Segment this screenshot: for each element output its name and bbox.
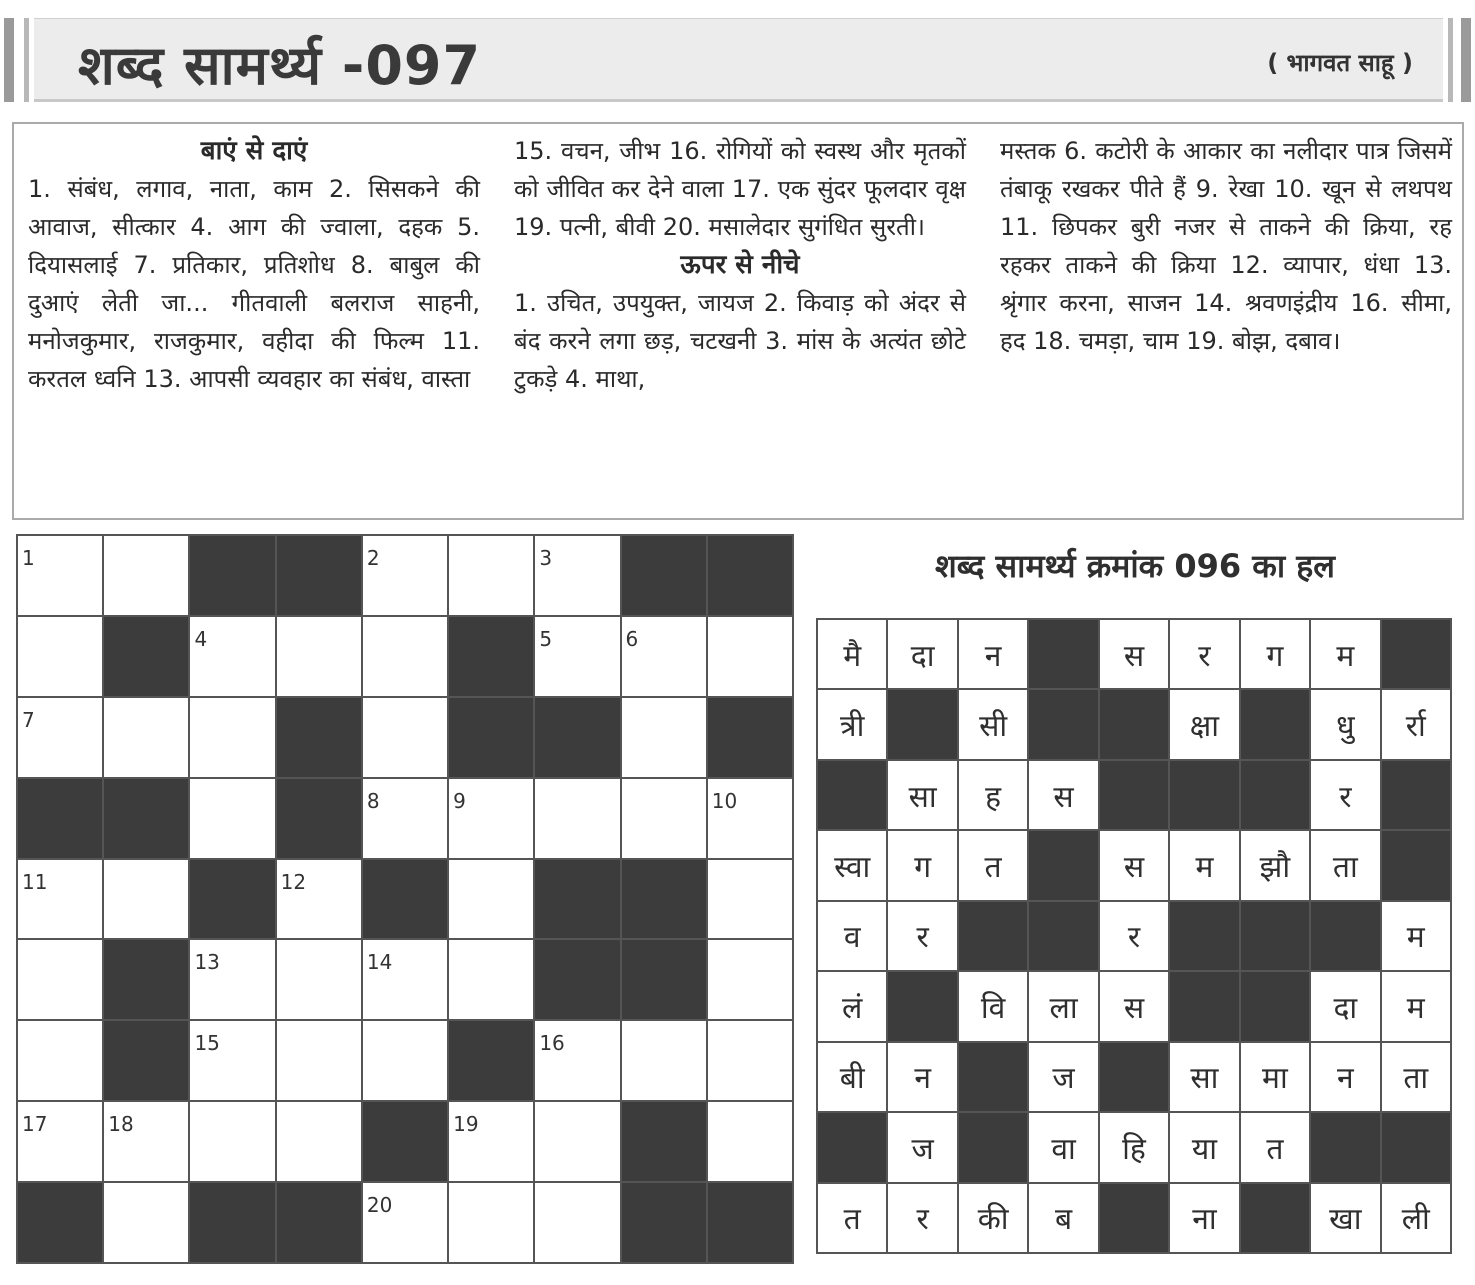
grid-cell[interactable]: [190, 779, 274, 858]
solution-cell: या: [1170, 1113, 1238, 1181]
solution-cell-black: [1241, 690, 1309, 758]
grid-cell[interactable]: [708, 1021, 792, 1100]
solution-cell: ली: [1382, 1184, 1450, 1252]
clue-number: 5: [539, 626, 553, 651]
solution-cell: र: [1100, 902, 1168, 970]
solution-cell: ग: [1241, 620, 1309, 688]
grid-cell-black: [277, 698, 361, 777]
clue-number: 15: [194, 1031, 220, 1056]
grid-cell[interactable]: [18, 1021, 102, 1100]
clue-number: 18: [108, 1112, 134, 1137]
author-credit: ( भागवत साहू ): [1267, 49, 1413, 77]
grid-cell[interactable]: [363, 940, 447, 1019]
grid-cell[interactable]: [449, 1102, 533, 1181]
solution-cell: ना: [1170, 1184, 1238, 1252]
solution-cell: ता: [1382, 1043, 1450, 1111]
down-clues-part-1: 1. उचित, उपयुक्त, जायज 2. किवाड़ को अंदर से बंद करने लगा छड़, चटखनी 3. मांस के अत्यंत छोटे टुकड़े 4. माथा,: [514, 289, 966, 393]
grid-cell[interactable]: [190, 1021, 274, 1100]
solution-cell: मै: [818, 620, 886, 688]
grid-cell-black: [449, 617, 533, 696]
solution-cell-black: [959, 1113, 1027, 1181]
solution-cell: म: [1311, 620, 1379, 688]
grid-cell-black: [622, 536, 706, 615]
clue-number: 10: [711, 788, 738, 813]
grid-cell[interactable]: [449, 1183, 533, 1262]
clue-number: 13: [194, 950, 220, 975]
grid-cell[interactable]: [363, 1183, 447, 1262]
solution-cell-black: [1170, 902, 1238, 970]
solution-cell: ह: [959, 761, 1027, 829]
across-clues-part-1: 1. संबंध, लगाव, नाता, काम 2. सिसकने की आवाज, सीत्कार 4. आग की ज्वाला, दहक 5. दियासलाई 7. प्रतिकार, प्रतिशोध 8. बाबुल की दुआएं लेती जा... गीतवाली बलराज साहनी, मनोजकुमार, राजकुमार, वहीदा की फिल्म 11. करतल ध्वनि 13. आपसी व्यवहार का संबंध, वास्ता: [28, 175, 480, 393]
grid-cell-black: [622, 1102, 706, 1181]
clues-column-3: [1000, 132, 1452, 360]
grid-cell[interactable]: [190, 698, 274, 777]
grid-cell[interactable]: [104, 1183, 188, 1262]
grid-cell[interactable]: [277, 1102, 361, 1181]
clue-number: 14: [366, 950, 393, 975]
grid-cell[interactable]: [535, 536, 619, 615]
solution-cell-black: [1029, 831, 1097, 899]
solution-cell-black: [1311, 1113, 1379, 1181]
solution-cell: र: [1311, 761, 1379, 829]
solution-cell-black: [1382, 1113, 1450, 1181]
clue-number: 20: [366, 1193, 393, 1218]
header-banner: [0, 18, 1475, 102]
grid-cell-black: [104, 1021, 188, 1100]
grid-cell[interactable]: [277, 860, 361, 939]
solution-cell-black: [1170, 972, 1238, 1040]
grid-cell[interactable]: [535, 779, 619, 858]
solution-title: शब्द सामर्थ्य क्रमांक 096 का हल: [934, 547, 1335, 585]
solution-cell-black: [1100, 1184, 1168, 1252]
grid-cell-black: [104, 617, 188, 696]
solution-cell-black: [1382, 831, 1450, 899]
solution-cell: स: [1029, 761, 1097, 829]
grid-cell[interactable]: [18, 617, 102, 696]
grid-cell[interactable]: [190, 940, 274, 1019]
solution-cell-black: [1100, 761, 1168, 829]
solution-cell-black: [888, 690, 956, 758]
grid-cell-black: [277, 536, 361, 615]
solution-cell: सा: [1170, 1043, 1238, 1111]
solution-cell: लं: [818, 972, 886, 1040]
grid-cell[interactable]: [535, 1102, 619, 1181]
solution-cell: की: [959, 1184, 1027, 1252]
across-clues-part-2: 15. वचन, जीभ 16. रोगियों को स्वस्थ और मृतकों को जीवित कर देने वाला 17. एक सुंदर फूलदार वृक्ष 19. पत्नी, बीवी 20. मसालेदार सुगंधित सुरती।: [514, 137, 966, 241]
solution-cell: म: [1170, 831, 1238, 899]
clues-box: [12, 122, 1464, 520]
grid-cell-black: [449, 1021, 533, 1100]
grid-cell[interactable]: [622, 779, 706, 858]
solution-cell-black: [1241, 1184, 1309, 1252]
clue-number: 4: [194, 626, 208, 651]
grid-cell[interactable]: [449, 940, 533, 1019]
grid-cell[interactable]: [277, 940, 361, 1019]
grid-cell[interactable]: [535, 617, 619, 696]
grid-cell-black: [535, 860, 619, 939]
grid-cell-black: [708, 1183, 792, 1262]
solution-cell: र: [888, 1184, 956, 1252]
grid-cell-black: [277, 779, 361, 858]
grid-cell[interactable]: [363, 617, 447, 696]
crossword-grid: [16, 534, 794, 1264]
solution-cell-black: [888, 972, 956, 1040]
clues-column-1: [28, 132, 480, 398]
grid-cell[interactable]: [277, 1021, 361, 1100]
clue-number: 3: [539, 546, 553, 570]
solution-cell: स: [1100, 620, 1168, 688]
solution-cell: र्रा: [1382, 690, 1450, 758]
solution-cell: ग: [888, 831, 956, 899]
solution-cell-black: [1029, 620, 1097, 688]
grid-cell[interactable]: [18, 940, 102, 1019]
solution-cell: र: [888, 902, 956, 970]
grid-cell-black: [363, 860, 447, 939]
grid-cell[interactable]: [104, 698, 188, 777]
solution-cell: म: [1382, 972, 1450, 1040]
grid-cell[interactable]: [18, 1102, 102, 1181]
solution-cell-black: [1241, 761, 1309, 829]
header-left-thin-bar: [24, 18, 29, 102]
grid-cell[interactable]: [535, 1021, 619, 1100]
solution-cell: स: [1100, 831, 1168, 899]
solution-cell-black: [1029, 690, 1097, 758]
solution-cell: सी: [959, 690, 1027, 758]
grid-cell-black: [622, 940, 706, 1019]
grid-cell-black: [622, 860, 706, 939]
grid-cell-black: [104, 940, 188, 1019]
clue-number: 19: [453, 1112, 479, 1137]
solution-cell-black: [1241, 972, 1309, 1040]
solution-cell: क्षा: [1170, 690, 1238, 758]
solution-cell: हि: [1100, 1113, 1168, 1181]
solution-cell: ज: [1029, 1043, 1097, 1111]
solution-cell: बी: [818, 1043, 886, 1111]
clue-number: 1: [22, 546, 35, 570]
solution-cell-black: [1311, 902, 1379, 970]
grid-cell-black: [190, 536, 274, 615]
grid-cell-black: [277, 1183, 361, 1262]
grid-cell[interactable]: [708, 779, 792, 858]
solution-cell: न: [888, 1043, 956, 1111]
solution-cell: दा: [888, 620, 956, 688]
grid-cell-black: [104, 779, 188, 858]
grid-cell-black: [535, 940, 619, 1019]
solution-cell: ज: [888, 1113, 956, 1181]
grid-cell[interactable]: [708, 1102, 792, 1181]
grid-cell[interactable]: [708, 940, 792, 1019]
solution-cell: स्वा: [818, 831, 886, 899]
solution-cell: न: [1311, 1043, 1379, 1111]
grid-cell[interactable]: [18, 860, 102, 939]
solution-cell-black: [818, 1113, 886, 1181]
grid-cell-black: [190, 860, 274, 939]
clue-number: 11: [22, 869, 48, 894]
solution-cell-black: [1170, 761, 1238, 829]
grid-cell[interactable]: [708, 617, 792, 696]
header-right-bar: [1461, 18, 1471, 102]
solution-cell: मा: [1241, 1043, 1309, 1111]
grid-cell[interactable]: [535, 1183, 619, 1262]
grid-cell[interactable]: [363, 779, 447, 858]
grid-cell[interactable]: [449, 860, 533, 939]
grid-cell[interactable]: [622, 1021, 706, 1100]
grid-cell-black: [708, 698, 792, 777]
grid-cell[interactable]: [104, 536, 188, 615]
solution-cell-black: [1382, 761, 1450, 829]
solution-cell: ब: [1029, 1184, 1097, 1252]
solution-cell-black: [1382, 620, 1450, 688]
solution-cell-black: [959, 902, 1027, 970]
clue-number: 17: [22, 1112, 48, 1137]
clue-number: 8: [366, 788, 380, 813]
solution-cell: त: [959, 831, 1027, 899]
solution-cell: त: [818, 1184, 886, 1252]
solution-cell: सा: [888, 761, 956, 829]
grid-cell[interactable]: [277, 617, 361, 696]
clue-number: 7: [22, 707, 35, 732]
grid-cell[interactable]: [449, 779, 533, 858]
clue-number: 12: [280, 869, 307, 894]
grid-cell[interactable]: [104, 860, 188, 939]
grid-cell[interactable]: [363, 536, 447, 615]
solution-cell-black: [818, 761, 886, 829]
solution-cell: ता: [1311, 831, 1379, 899]
solution-cell: वि: [959, 972, 1027, 1040]
grid-cell-black: [190, 1183, 274, 1262]
solution-cell: न: [959, 620, 1027, 688]
solution-cell: त्री: [818, 690, 886, 758]
grid-cell-black: [18, 1183, 102, 1262]
clue-number: 6: [625, 626, 639, 651]
clue-number: 9: [453, 788, 466, 813]
solution-cell: त: [1241, 1113, 1309, 1181]
solution-cell: धु: [1311, 690, 1379, 758]
solution-cell: ला: [1029, 972, 1097, 1040]
grid-cell-black: [363, 1102, 447, 1181]
grid-cell[interactable]: [363, 698, 447, 777]
down-clues-part-2: मस्तक 6. कटोरी के आकार का नलीदार पात्र जिसमें तंबाकू रखकर पीते हैं 9. रेखा 10. खून से लथपथ 11. छिपकर बुरी नजर से ताकने की क्रिया, रह रहकर ताकने की क्रिया 12. व्यापार, धंधा 13. श्रृंगार करना, साजन 14. श्रवणइंद्रीय 16. सीमा, हद 18. चमड़ा, चाम 19. बोझ, दबाव।: [1000, 137, 1452, 355]
clue-number: 16: [539, 1031, 565, 1056]
grid-cell-black: [535, 698, 619, 777]
solution-cell: र: [1170, 620, 1238, 688]
header-right-thin-bar: [1448, 18, 1453, 102]
clue-number: 2: [366, 546, 380, 570]
solution-cell: वा: [1029, 1113, 1097, 1181]
grid-cell[interactable]: [622, 698, 706, 777]
solution-cell: स: [1100, 972, 1168, 1040]
grid-cell[interactable]: [190, 1102, 274, 1181]
grid-cell[interactable]: [363, 1021, 447, 1100]
solution-cell-black: [959, 1043, 1027, 1111]
solution-cell-black: [1100, 1043, 1168, 1111]
grid-cell[interactable]: [622, 617, 706, 696]
solution-cell: खा: [1311, 1184, 1379, 1252]
grid-cell[interactable]: [449, 536, 533, 615]
grid-cell-black: [622, 1183, 706, 1262]
solution-cell-black: [1100, 690, 1168, 758]
grid-cell-black: [449, 698, 533, 777]
grid-cell[interactable]: [104, 1102, 188, 1181]
solution-cell: झौ: [1241, 831, 1309, 899]
grid-cell[interactable]: [18, 536, 102, 615]
grid-cell[interactable]: [708, 860, 792, 939]
header-left-bar: [4, 18, 14, 102]
page-title: शब्द सामर्थ्य -097: [78, 34, 482, 97]
grid-cell[interactable]: [18, 698, 102, 777]
solution-cell-black: [1029, 902, 1097, 970]
solution-grid: [816, 618, 1452, 1254]
solution-cell: व: [818, 902, 886, 970]
across-heading: बाएं से दाएं: [200, 136, 308, 166]
grid-cell-black: [18, 779, 102, 858]
solution-cell: म: [1382, 902, 1450, 970]
solution-cell-black: [1241, 902, 1309, 970]
grid-cell-black: [708, 536, 792, 615]
down-heading: ऊपर से नीचे: [680, 250, 800, 280]
clues-column-2: [514, 132, 966, 398]
grid-cell[interactable]: [190, 617, 274, 696]
solution-cell: दा: [1311, 972, 1379, 1040]
